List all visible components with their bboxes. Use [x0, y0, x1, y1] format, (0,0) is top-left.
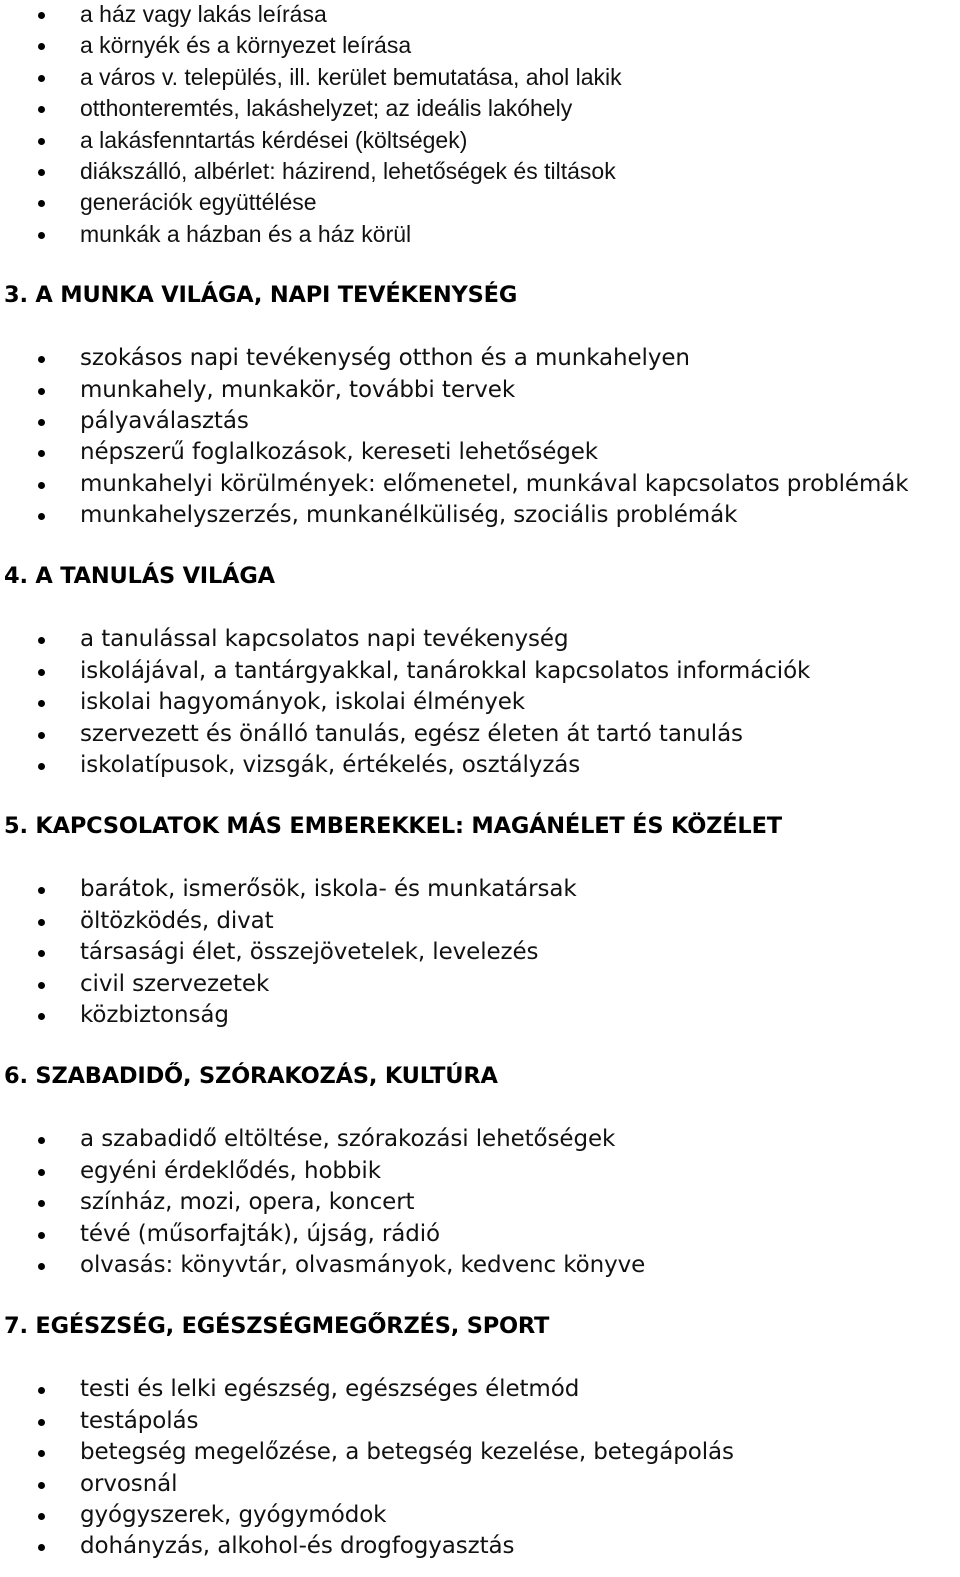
section-heading-leisure: 6. SZABADIDŐ, SZÓRAKOZÁS, KULTÚRA: [4, 1063, 498, 1090]
list-item-text: diákszálló, albérlet: házirend, lehetőségek és tiltások: [80, 157, 616, 184]
list-item: [0, 1187, 960, 1218]
list-item: [0, 750, 960, 781]
list-item: [0, 719, 960, 750]
list-item: [0, 1469, 960, 1500]
list-item-text: a környék és a környezet leírása: [80, 32, 412, 59]
list-item-text: öltözködés, divat: [80, 907, 274, 934]
list-item-text: társasági élet, összejövetelek, levelezés: [80, 939, 539, 966]
bullet-icon: [38, 1544, 45, 1551]
bullet-icon: [38, 513, 45, 520]
list-item: [0, 969, 960, 1000]
list-item: [0, 1219, 960, 1250]
bullet-icon: [38, 419, 45, 426]
list-item-text: testápolás: [80, 1407, 199, 1434]
bullet-icon: [38, 637, 45, 644]
list-item-text: tévé (műsorfajták), újság, rádió: [80, 1220, 440, 1247]
list-item-text: generációk együttélése: [80, 189, 317, 216]
list-item: [0, 187, 960, 218]
list-item-text: betegség megelőzése, a betegség kezelése, betegápolás: [80, 1439, 734, 1466]
list-item: [0, 1406, 960, 1437]
list-item-text: dohányzás, alkohol-és drogfogyasztás: [80, 1533, 515, 1560]
list-item: [0, 687, 960, 718]
bullet-icon: [38, 388, 45, 395]
bullet-icon: [38, 356, 45, 363]
list-item: [0, 343, 960, 374]
list-item-text: munkahelyi körülmények: előmenetel, munkával kapcsolatos problémák: [80, 470, 909, 497]
bullet-icon: [38, 169, 45, 176]
list-item-text: otthonteremtés, lakáshelyzet; az ideális lakóhely: [80, 95, 573, 122]
list-item-text: iskolájával, a tantárgyakkal, tanárokkal kapcsolatos információk: [80, 657, 811, 684]
list-item: [0, 0, 960, 30]
bullet-icon: [38, 1232, 45, 1239]
bullet-icon: [38, 887, 45, 894]
list-item: [0, 624, 960, 655]
list-item: [0, 93, 960, 124]
section-list-leisure: [0, 1124, 960, 1281]
list-item-text: a tanulással kapcsolatos napi tevékenység: [80, 626, 569, 653]
list-item-text: egyéni érdeklődés, hobbik: [80, 1157, 381, 1184]
section-list-learning: [0, 624, 960, 781]
bullet-icon: [38, 982, 45, 989]
bullet-icon: [38, 1387, 45, 1394]
bullet-icon: [38, 1137, 45, 1144]
bullet-icon: [38, 1263, 45, 1270]
list-item-text: olvasás: könyvtár, olvasmányok, kedvenc könyve: [80, 1251, 646, 1278]
bullet-icon: [38, 1513, 45, 1520]
list-item: [0, 62, 960, 93]
list-item-text: a ház vagy lakás leírása: [80, 1, 327, 27]
list-item-text: színház, mozi, opera, koncert: [80, 1189, 415, 1216]
list-item: [0, 500, 960, 531]
list-item: [0, 375, 960, 406]
list-item-text: népszerű foglalkozások, kereseti lehetőségek: [80, 439, 599, 466]
list-item-text: civil szervezetek: [80, 970, 270, 997]
list-item-text: pályaválasztás: [80, 407, 249, 434]
bullet-icon: [38, 950, 45, 957]
list-item: [0, 1500, 960, 1531]
bullet-icon: [38, 732, 45, 739]
bullet-icon: [38, 232, 45, 239]
bullet-icon: [38, 1013, 45, 1020]
bullet-icon: [38, 1169, 45, 1176]
bullet-icon: [38, 75, 45, 82]
list-item: [0, 1437, 960, 1468]
list-item-text: szervezett és önálló tanulás, egész életen át tartó tanulás: [80, 720, 743, 747]
list-item-text: munkahely, munkakör, további tervek: [80, 376, 516, 403]
intro-topic-list: [0, 0, 960, 250]
list-item-text: a város v. település, ill. kerület bemutatása, ahol lakik: [80, 63, 622, 90]
bullet-icon: [38, 200, 45, 207]
list-item: [0, 656, 960, 687]
bullet-icon: [38, 482, 45, 489]
bullet-icon: [38, 763, 45, 770]
bullet-icon: [38, 1419, 45, 1426]
list-item: [0, 469, 960, 500]
list-item-text: gyógyszerek, gyógymódok: [80, 1501, 387, 1528]
bullet-icon: [38, 1482, 45, 1489]
list-item-text: barátok, ismerősök, iskola- és munkatársak: [80, 876, 577, 903]
list-item: [0, 1156, 960, 1187]
section-heading-relationships: 5. KAPCSOLATOK MÁS EMBEREKKEL: MAGÁNÉLET ÉS KÖZÉLET: [4, 813, 782, 840]
bullet-icon: [38, 12, 45, 19]
bullet-icon: [38, 450, 45, 457]
list-item: [0, 1124, 960, 1155]
list-item: [0, 937, 960, 968]
section-list-health: [0, 1374, 960, 1562]
section-heading-learning: 4. A TANULÁS VILÁGA: [4, 563, 275, 590]
list-item-text: orvosnál: [80, 1470, 178, 1497]
bullet-icon: [38, 43, 45, 50]
list-item-text: munkahelyszerzés, munkanélküliség, szociális problémák: [80, 502, 738, 529]
bullet-icon: [38, 700, 45, 707]
list-item-text: szokásos napi tevékenység otthon és a munkahelyen: [80, 345, 690, 372]
bullet-icon: [38, 1200, 45, 1207]
section-list-work: [0, 343, 960, 531]
section-list-relationships: [0, 874, 960, 1031]
bullet-icon: [38, 138, 45, 145]
list-item: [0, 437, 960, 468]
list-item: [0, 874, 960, 905]
bullet-icon: [38, 669, 45, 676]
list-item: [0, 219, 960, 250]
bullet-icon: [38, 919, 45, 926]
list-item: [0, 1000, 960, 1031]
list-item: [0, 30, 960, 61]
bullet-icon: [38, 106, 45, 113]
list-item-text: a lakásfenntartás kérdései (költségek): [80, 126, 468, 153]
section-heading-work: 3. A MUNKA VILÁGA, NAPI TEVÉKENYSÉG: [4, 282, 518, 309]
list-item: [0, 906, 960, 937]
list-item: [0, 125, 960, 156]
list-item: [0, 1250, 960, 1281]
list-item-text: iskolai hagyományok, iskolai élmények: [80, 689, 525, 716]
list-item: [0, 156, 960, 187]
list-item: [0, 1531, 960, 1562]
list-item-text: testi és lelki egészség, egészséges életmód: [80, 1376, 580, 1403]
list-item-text: iskolatípusok, vizsgák, értékelés, osztályzás: [80, 752, 581, 779]
list-item-text: közbiztonság: [80, 1001, 229, 1028]
list-item-text: a szabadidő eltöltése, szórakozási lehetőségek: [80, 1126, 616, 1153]
list-item: [0, 1374, 960, 1405]
bullet-icon: [38, 1450, 45, 1457]
list-item: [0, 406, 960, 437]
list-item-text: munkák a házban és a ház körül: [80, 220, 412, 247]
section-heading-health: 7. EGÉSZSÉG, EGÉSZSÉGMEGŐRZÉS, SPORT: [4, 1313, 550, 1340]
